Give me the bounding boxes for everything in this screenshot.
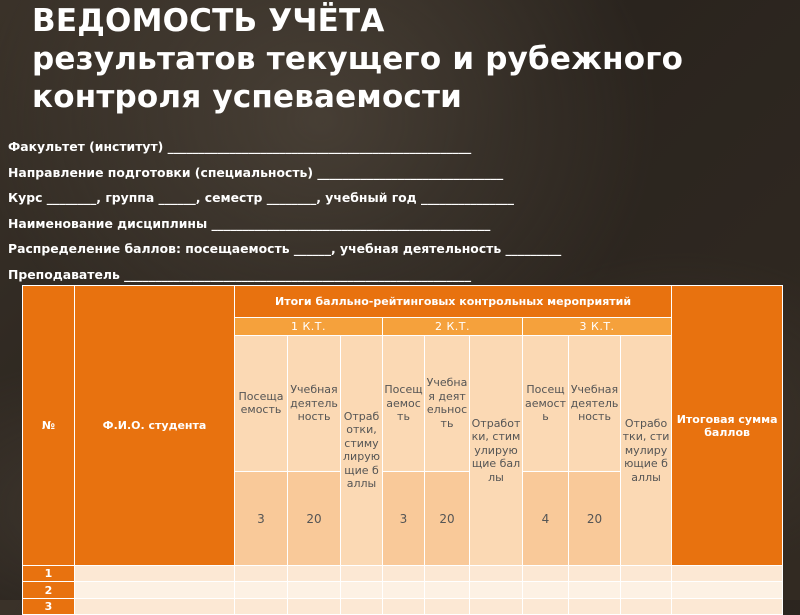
student-name-cell[interactable] [75, 566, 235, 582]
score-cell[interactable] [569, 566, 621, 582]
title-line-3: контроля успеваемости [32, 79, 463, 115]
student-name-cell[interactable] [75, 598, 235, 614]
score-cell[interactable] [621, 566, 672, 582]
score-cell[interactable] [383, 582, 425, 598]
score-cell[interactable] [470, 566, 523, 582]
kt1-study-header: Учебная деятельность [288, 335, 341, 471]
table-row [23, 598, 783, 614]
kt2-study-header: Учебная деятельность [425, 335, 470, 471]
row-number: 1 [23, 566, 75, 582]
row-number: 2 [23, 582, 75, 598]
score-cell[interactable] [235, 566, 288, 582]
title-line-2: результатов текущего и рубежного [32, 41, 684, 77]
checkpoint-1-header: 1 К.Т. [235, 318, 383, 335]
title-line-1: ВЕДОМОСТЬ УЧЁТА [32, 3, 385, 39]
kt2-attendance-points: 3 [383, 471, 425, 565]
score-cell[interactable] [383, 566, 425, 582]
kt3-attendance-header: Посещаемость [523, 335, 569, 471]
info-direction: Направление подготовки (специальность) ______________________________ [8, 164, 504, 180]
info-points-distribution: Распределение баллов: посещаемость ______, учебная деятельность _________ [8, 241, 562, 257]
row-number: 3 [23, 598, 75, 614]
checkpoints-group-header: Итоги балльно-рейтинговых контрольных мероприятий [235, 286, 672, 318]
score-cell[interactable] [569, 582, 621, 598]
score-cell[interactable] [621, 598, 672, 614]
score-cell[interactable] [288, 582, 341, 598]
score-cell[interactable] [523, 598, 569, 614]
document-title [32, 2, 792, 116]
score-cell[interactable] [470, 598, 523, 614]
score-cell[interactable] [383, 598, 425, 614]
kt1-makeup-header: Отработки, стимулирующие баллы [341, 335, 383, 565]
total-score-cell[interactable] [672, 598, 783, 614]
kt1-study-points: 20 [288, 471, 341, 565]
score-cell[interactable] [523, 566, 569, 582]
score-cell[interactable] [235, 598, 288, 614]
score-cell[interactable] [621, 582, 672, 598]
kt3-makeup-header: Отработки, стимулирующие баллы [621, 335, 672, 565]
info-discipline: Наименование дисциплины _____________________________________________ [8, 215, 491, 231]
total-score-cell[interactable] [672, 582, 783, 598]
total-score-header: Итоговая сумма баллов [672, 286, 783, 566]
score-cell[interactable] [341, 598, 383, 614]
info-block [8, 137, 688, 291]
table-row [23, 566, 783, 582]
score-cell[interactable] [341, 582, 383, 598]
student-name-cell[interactable] [75, 582, 235, 598]
score-cell[interactable] [341, 566, 383, 582]
kt2-makeup-header: Отработки, стимулирующие баллы [470, 335, 523, 565]
score-cell[interactable] [523, 582, 569, 598]
kt3-study-header: Учебная деятельность [569, 335, 621, 471]
score-cell[interactable] [425, 582, 470, 598]
score-cell[interactable] [425, 566, 470, 582]
score-cell[interactable] [569, 598, 621, 614]
kt3-study-points: 20 [569, 471, 621, 565]
total-score-cell[interactable] [672, 566, 783, 582]
kt2-study-points: 20 [425, 471, 470, 565]
kt3-attendance-points: 4 [523, 471, 569, 565]
score-cell[interactable] [235, 582, 288, 598]
score-cell[interactable] [425, 598, 470, 614]
info-course: Курс ________, группа ______, семестр ________, учебный год _______________ [8, 190, 514, 206]
checkpoint-3-header: 3 К.Т. [523, 318, 672, 335]
info-teacher: Преподаватель ________________________________________________________ [8, 266, 472, 282]
score-cell[interactable] [288, 566, 341, 582]
info-faculty: Факультет (институт) _________________________________________________ [8, 139, 472, 154]
table-row [23, 582, 783, 598]
results-table [22, 285, 783, 615]
kt1-attendance-points: 3 [235, 471, 288, 565]
checkpoint-2-header: 2 К.Т. [383, 318, 523, 335]
kt1-attendance-header: Посещаемость [235, 335, 288, 471]
kt2-attendance-header: Посещаемость [383, 335, 425, 471]
score-cell[interactable] [288, 598, 341, 614]
number-header: № [23, 286, 75, 566]
student-name-header: Ф.И.О. студента [75, 286, 235, 566]
score-cell[interactable] [470, 582, 523, 598]
